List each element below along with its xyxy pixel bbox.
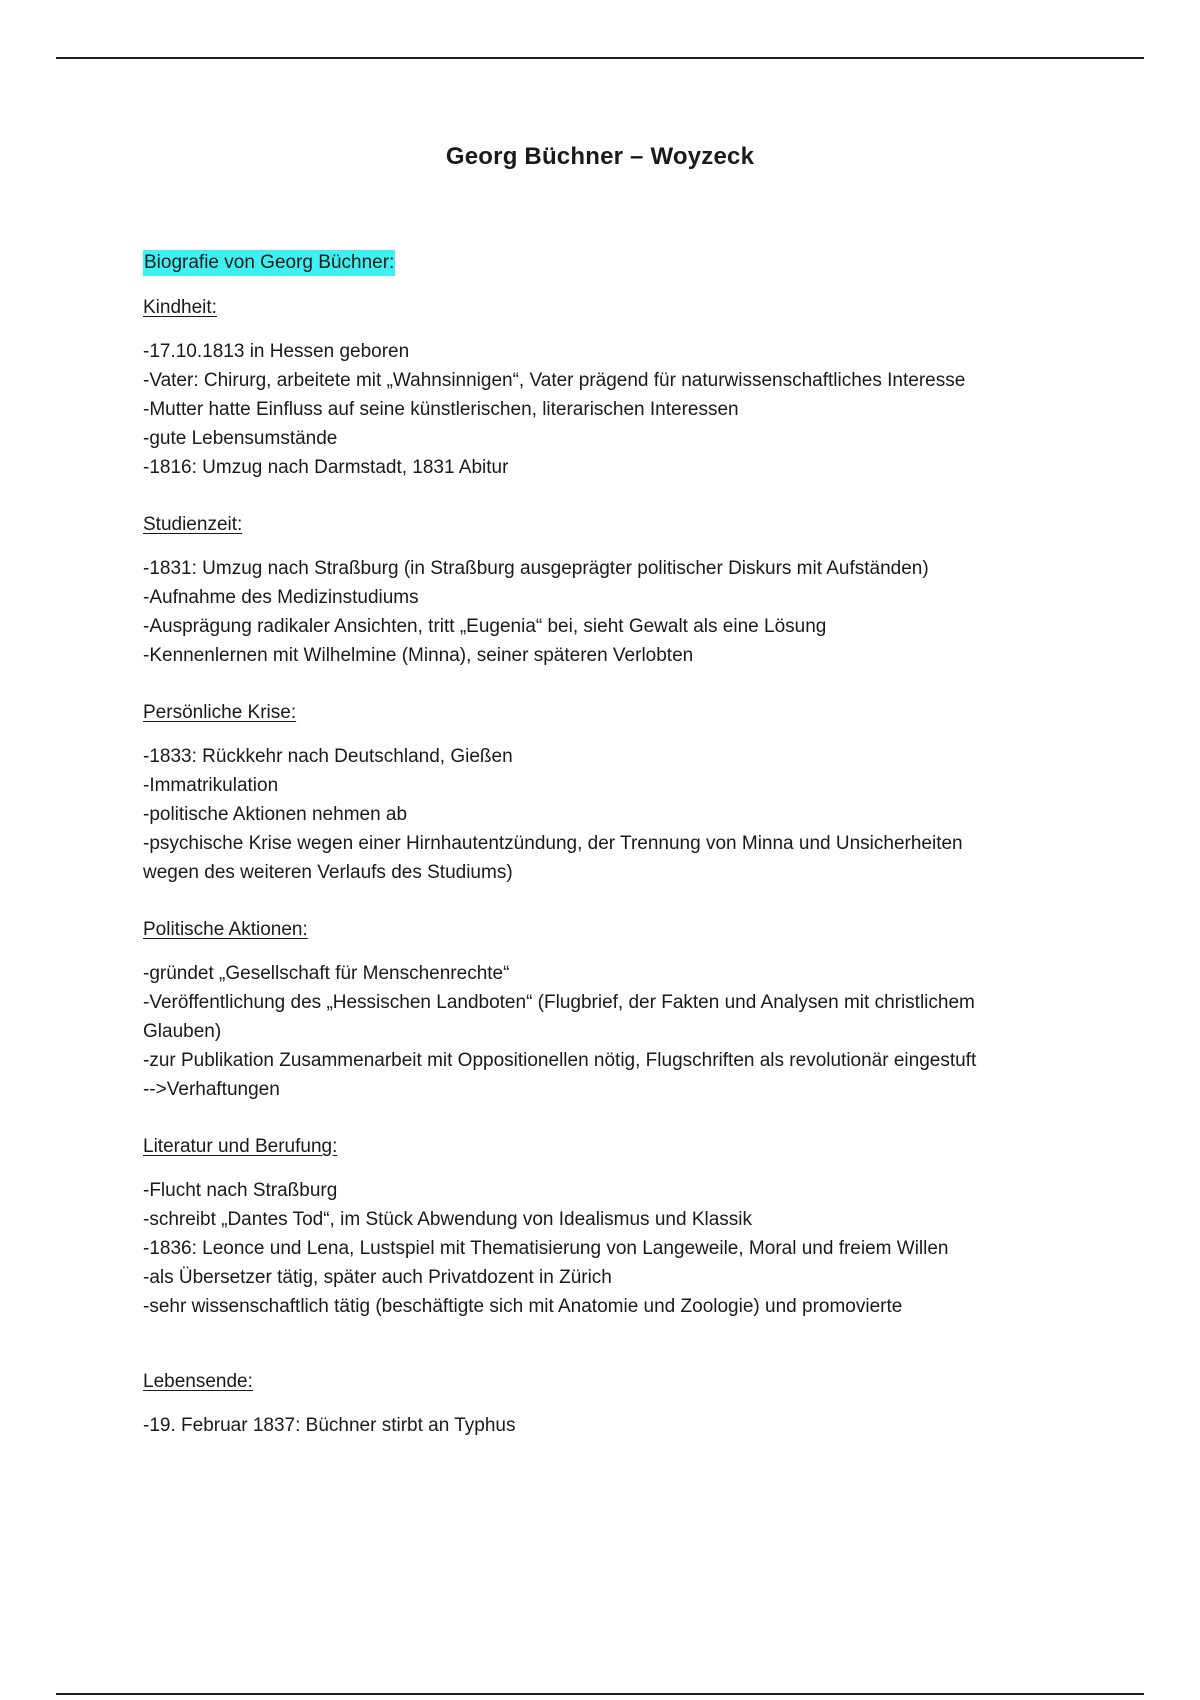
section-heading: Literatur und Berufung: — [143, 1136, 338, 1157]
section-literatur-und-berufung — [143, 1134, 1063, 1321]
section-heading: Politische Aktionen: — [143, 919, 308, 940]
list-item: -sehr wissenschaftlich tätig (beschäftigte sich mit Anatomie und Zoologie) und promovierte — [143, 1296, 903, 1317]
list-item: -1831: Umzug nach Straßburg (in Straßburg ausgeprägter politischer Diskurs mit Aufständen) — [143, 558, 929, 579]
list-item: -17.10.1813 in Hessen geboren — [143, 341, 410, 362]
list-item: -Flucht nach Straßburg — [143, 1180, 338, 1201]
bottom-rule — [56, 1693, 1144, 1695]
list-item: -Kennenlernen mit Wilhelmine (Minna), seiner späteren Verlobten — [143, 645, 694, 666]
list-item: -als Übersetzer tätig, später auch Privatdozent in Zürich — [143, 1267, 612, 1288]
document-body — [143, 250, 1063, 1440]
list-item: -Vater: Chirurg, arbeitete mit „Wahnsinnigen“, Vater prägend für naturwissenschaftliches Interesse — [143, 370, 966, 391]
list-item: -zur Publikation Zusammenarbeit mit Oppositionellen nötig, Flugschriften als revolutionär eingestuft — [143, 1050, 977, 1071]
list-item: -1816: Umzug nach Darmstadt, 1831 Abitur — [143, 457, 509, 478]
list-item: -Ausprägung radikaler Ansichten, tritt „Eugenia“ bei, sieht Gewalt als eine Lösung — [143, 616, 827, 637]
list-item: -psychische Krise wegen einer Hirnhautentzündung, der Trennung von Minna und Unsicherheiten — [143, 833, 963, 854]
top-rule — [56, 57, 1144, 59]
list-item: -1833: Rückkehr nach Deutschland, Gießen — [143, 746, 513, 767]
list-item: -Mutter hatte Einfluss auf seine künstlerischen, literarischen Interessen — [143, 399, 739, 420]
list-item: -1836: Leonce und Lena, Lustspiel mit Thematisierung von Langeweile, Moral und freiem Willen — [143, 1238, 949, 1259]
section-lebensende — [143, 1369, 1063, 1440]
list-item: -politische Aktionen nehmen ab — [143, 804, 408, 825]
list-item: -Immatrikulation — [143, 775, 279, 796]
highlighted-heading: Biografie von Georg Büchner: — [143, 250, 395, 276]
list-item: -schreibt „Dantes Tod“, im Stück Abwendung von Idealismus und Klassik — [143, 1209, 753, 1230]
section-heading: Lebensende: — [143, 1371, 253, 1392]
list-item: wegen des weiteren Verlaufs des Studiums) — [143, 862, 513, 883]
section-studienzeit — [143, 512, 1063, 670]
section-heading: Persönliche Krise: — [143, 702, 297, 723]
list-item: -->Verhaftungen — [143, 1079, 280, 1100]
list-item: -Aufnahme des Medizinstudiums — [143, 587, 419, 608]
section-persoenliche-krise — [143, 700, 1063, 887]
list-item: -19. Februar 1837: Büchner stirbt an Typhus — [143, 1415, 516, 1436]
list-item: -Veröffentlichung des „Hessischen Landboten“ (Flugbrief, der Fakten und Analysen mit christlichem — [143, 992, 975, 1013]
section-heading: Studienzeit: — [143, 514, 243, 535]
list-item: -gute Lebensumstände — [143, 428, 338, 449]
section-kindheit — [143, 295, 1063, 482]
section-politische-aktionen — [143, 917, 1063, 1104]
list-item: Glauben) — [143, 1021, 222, 1042]
section-heading: Kindheit: — [143, 297, 217, 318]
list-item: -gründet „Gesellschaft für Menschenrechte“ — [143, 963, 510, 984]
page-title: Georg Büchner – Woyzeck — [445, 143, 755, 170]
